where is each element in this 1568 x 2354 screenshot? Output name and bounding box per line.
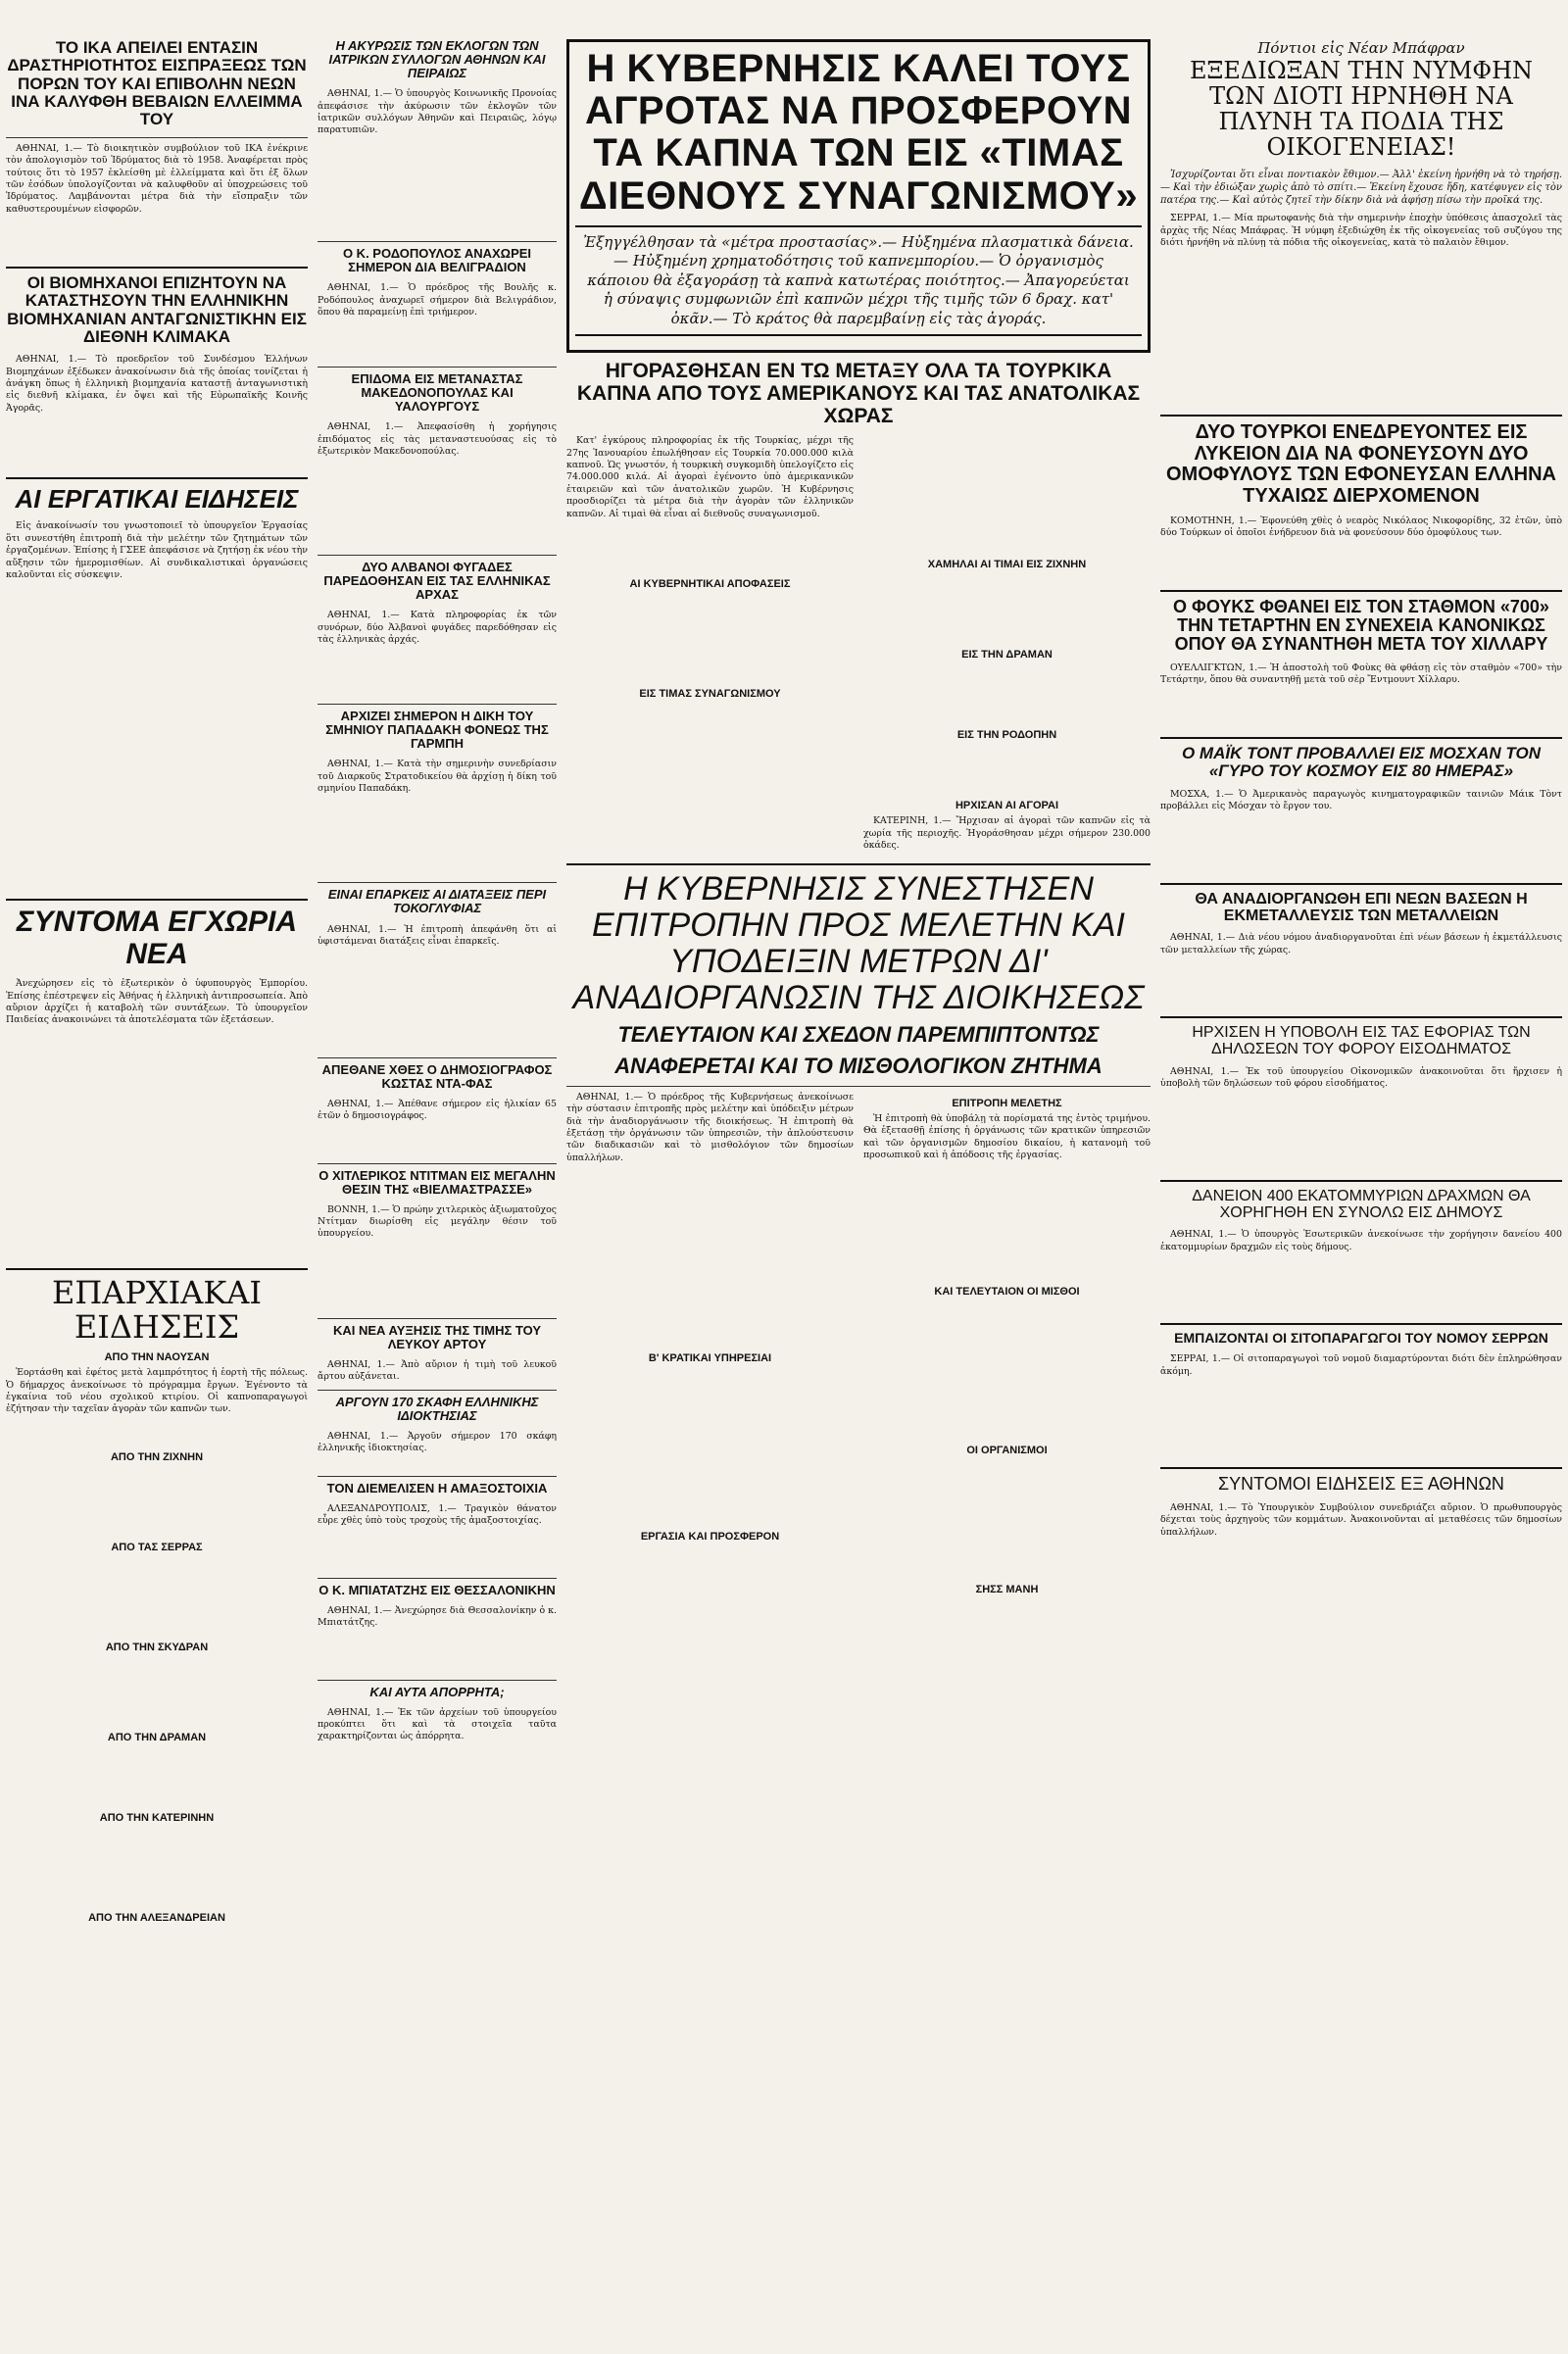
market-subhead: ΗΡΧΙΣΑΝ ΑΙ ΑΓΟΡΑΙ: [955, 800, 1059, 812]
tobacco-text: Κατ' ἐγκύρους πληροφορίας ἐκ τῆς Τουρκίας, μέχρι τῆς 27ης Ἰανουαρίου ἐπωλήθησαν εἰς Τουρκία 70.000.000 κιλὰ καπνοῦ. Ὡς γνωστόν, ἡ τουρκικὴ συγκομιδὴ ὑπελογίζετο εἰς 74.000.000 κιλά. Αἱ ἀγοραὶ ἐγένοντο ὑπὸ ἀμερικανικῶν ἑταιρειῶν καὶ τῶν ἀνατολικῶν χωρῶν. Ἡ Κυβέρνησις προσδιορίζει τὰ μέτρα διὰ τὴν ἀγορὰν τῶν ἑλληνικῶν καπνῶν. Αἱ τιμαὶ θὰ εἶναι αἱ διεθνοῦς συναγωνισμοῦ.: [566, 435, 854, 519]
obituary-headline: ΑΠΕΘΑΝΕ ΧΘΕΣ Ο ΔΗΜΟΣΙΟΓΡΑΦΟΣ ΚΩΣΤΑΣ ΝΤΑ-ΦΑΣ: [321, 1061, 553, 1091]
committee-text: ΑΘΗΝΑΙ, 1.— Ὁ πρόεδρος τῆς Κυβερνήσεως ἀνεκοίνωσε τὴν σύστασιν ἐπιτροπῆς πρὸς μελέτην καὶ ὑπόδειξιν μέτρων διὰ τὴν ἀναδιοργάνωσιν τῆς διοικήσεως. Ἡ ἐπιτροπὴ θὰ ἐξετάσῃ τὴν ὀργάνωσιν τῶν ὑπηρεσιῶν, τὴν ἀπλούστευσιν τῶν διαδικασιῶν καὶ τὸ μισθολόγιον τῶν δημοσίων ὑπαλλήλων.: [566, 1091, 854, 1163]
tax-text: ΑΘΗΝΑΙ, 1.— Ἐκ τοῦ ὑπουργείου Οἰκονομικῶν ἀνακοινοῦται ὅτι ἤρχισεν ἡ ὑποβολὴ τῶν δηλώσεων τοῦ φόρου εἰσοδήματος.: [1160, 1065, 1562, 1090]
mike-todd-text: ΜΟΣΧΑ, 1.— Ὁ Ἀμερικανὸς παραγωγὸς κινηματογραφικῶν ταινιῶν Μάικ Τὸντ προβάλλει εἰς Μόσχαν τὸ ἔργον του.: [1160, 788, 1562, 811]
secret-text: ΑΘΗΝΑΙ, 1.— Ἐκ τῶν ἀρχείων τοῦ ὑπουργείου προκύπτει ὅτι καὶ τὰ στοιχεῖα ταῦτα χαρακτηρίζονται ὡς ἀπόρρητα.: [318, 1706, 557, 1742]
mpiatatzis-headline: Ο Κ. ΜΠΙΑΤΑΤΖΗΣ ΕΙΣ ΘΕΣΣΑΛΟΝΙΚΗΝ: [318, 1582, 556, 1597]
bride-headline: ΕΞΕΔΙΩΞΑΝ ΤΗΝ ΝΥΜΦΗΝ ΤΩΝ ΔΙΟΤΙ ΗΡΝΗΘΗ ΝΑ ΠΛΥΝΗ ΤΑ ΠΟΔΙΑ ΤΗΣ ΟΙΚΟΓΕΝΕΙΑΣ!: [1189, 57, 1534, 161]
study-subhead: ΕΠΙΤΡΟΠΗ ΜΕΛΕΤΗΣ: [952, 1097, 1062, 1109]
rodopi-subhead: ΕΙΣ ΤΗΝ ΡΟΔΟΠΗΝ: [956, 729, 1057, 742]
trial-text: ΑΘΗΝΑΙ, 1.— Κατὰ τὴν σημερινὴν συνεδρίασιν τοῦ Διαρκοῦς Στρατοδικείου θὰ ἀρχίσῃ ἡ δίκη τοῦ σμηνίου Παπαδάκη.: [318, 759, 557, 795]
rodopoulos-headline: Ο Κ. ΡΟΔΟΠΟΥΛΟΣ ΑΝΑΧΩΡΕΙ ΣΗΜΕΡΟΝ ΔΙΑ ΒΕΛΙΓΡΑΔΙΟΝ: [342, 246, 532, 275]
main-story-box: [566, 39, 1151, 353]
athens-headline: ΣΥΝΤΟΜΟΙ ΕΙΔΗΣΕΙΣ ΕΞ ΑΘΗΝΩΝ: [1218, 1474, 1504, 1495]
industry-headline: ΟΙ ΒΙΟΜΗΧΑΝΟΙ ΕΠΙΖΗΤΟΥΝ ΝΑ ΚΑΤΑΣΤΗΣΟΥΝ ΤΗΝ ΕΛΛΗΝΙΚΗΝ ΒΙΟΜΗΧΑΝΙΑΝ ΑΝΤΑΓΩΝΙΣΤΙΚΗΝ ΕΙΣ ΔΙΕΘΝΗ ΚΛΙΜΑΚΑ: [7, 272, 307, 346]
committee-sub1: ΤΕΛΕΥΤΑΙΟΝ ΚΑΙ ΣΧΕΔΟΝ ΠΑΡΕΜΠΙΠΤΟΝΤΩΣ: [617, 1022, 1100, 1048]
work-subhead: ΕΡΓΑΣΙΑ ΚΑΙ ΠΡΟΣΦΕΡΟΝ: [640, 1530, 780, 1543]
labor-headline: ΑΙ ΕΡΓΑΤΙΚΑΙ ΕΙΔΗΣΕΙΣ: [15, 484, 299, 515]
manis-subhead: ΣΗΣΣ ΜΑΝΗ: [975, 1583, 1039, 1595]
secret-headline: ΚΑΙ ΑΥΤΑ ΑΠΟΡΡΗΤΑ;: [369, 1684, 505, 1699]
services-subhead: Β' ΚΡΑΤΙΚΑΙ ΥΠΗΡΕΣΙΑΙ: [648, 1351, 772, 1364]
ika-text: ΑΘΗΝΑΙ, 1.— Τὸ διοικητικὸν συμβούλιον τοῦ ΙΚΑ ἐνέκρινε τὸν ἀπολογισμὸν τοῦ Ἱδρύματος διὰ τὸ 1958. Ἀναφέρεται πρὸς τούτοις ὅτι τὸ 1957 ἐκλείσθη μὲ ἐλλείμματα καὶ ὅτι ἐξ ὅλων τῶν ἐσόδων ὑπολογίζονται νὰ καλυφθοῦν αἱ ὑποχρεώσεις τοῦ Ἱδρύματος. Λαμβάνονται μέτρα διὰ τὴν εἴσπραξιν τῶν καθυστερουμένων εἰσφορῶν.: [6, 142, 308, 215]
zichni-prices-subhead: ΧΑΜΗΛΑΙ ΑΙ ΤΙΜΑΙ ΕΙΣ ΖΙΧΝΗΝ: [927, 559, 1087, 571]
bread-headline: ΚΑΙ ΝΕΑ ΑΥΞΗΣΙΣ ΤΗΣ ΤΙΜΗΣ ΤΟΥ ΛΕΥΚΟΥ ΑΡΤΟΥ: [332, 1322, 542, 1351]
rodopoulos-text: ΑΘΗΝΑΙ, 1.— Ὁ πρόεδρος τῆς Βουλῆς κ. Ροδόπουλος ἀναχωρεῖ σήμερον διὰ Βελιγράδιον, ὅπου θὰ παραμείνῃ ἐπὶ τριήμερον.: [318, 282, 557, 318]
tobacco-sub-headline: ΗΓΟΡΑΣΘΗΣΑΝ ΕΝ ΤΩ ΜΕΤΑΞΥ ΟΛΑ ΤΑ ΤΟΥΡΚΙΚΑ ΚΑΠΝΑ ΑΠΟ ΤΟΥΣ ΑΜΕΡΙΚΑΝΟΥΣ ΚΑΙ ΤΑΣ ΑΝΑΤΟΛΙΚΑΣ ΧΩΡΑΣ: [576, 360, 1141, 427]
trial-headline: ΑΡΧΙΖΕΙ ΣΗΜΕΡΟΝ Η ΔΙΚΗ ΤΟΥ ΣΜΗΝΙΟΥ ΠΑΠΑΔΑΚΗ ΦΟΝΕΩΣ ΤΗΣ ΓΑΡΜΠΗ: [325, 709, 549, 752]
hitler-headline: Ο ΧΙΤΛΕΡΙΚΟΣ ΝΤΙΤΜΑΝ ΕΙΣ ΜΕΓΑΛΗΝ ΘΕΣΙΝ ΤΗΣ «ΒΙΕΛΜΑΣΤΡΑΣΣΕ»: [318, 1167, 556, 1197]
grain-text: ΣΕΡΡΑΙ, 1.— Οἱ σιτοπαραγωγοὶ τοῦ νομοῦ διαμαρτύρονται διότι δὲν ἐπληρώθησαν ἀκόμη.: [1160, 1353, 1562, 1377]
loan-headline: ΔΑΝΕΙΟΝ 400 ΕΚΑΤΟΜΜΥΡΙΩΝ ΔΡΑΧΜΩΝ ΘΑ ΧΟΡΗΓΗΘΗ ΕΝ ΣΥΝΟΛΩ ΕΙΣ ΔΗΜΟΥΣ: [1192, 1187, 1531, 1221]
tax-headline: ΗΡΧΙΣΕΝ Η ΥΠΟΒΟΛΗ ΕΙΣ ΤΑΣ ΕΦΟΡΙΑΣ ΤΩΝ ΔΗΛΩΣΕΩΝ ΤΟΥ ΦΟΡΟΥ ΕΙΣΟΔΗΜΑΤΟΣ: [1192, 1024, 1531, 1058]
bride-text: ΣΕΡΡΑΙ, 1.— Μία πρωτοφανὴς διὰ τὴν σημερινὴν ἐποχὴν ὑπόθεσις ἀπασχολεῖ τὰς ἀρχὰς τῆς Νέας Μπάφρας. Ἡ νύμφη ἐξεδιώχθη ἐκ τῆς οἰκογενείας τοῦ συζύγου της διότι ἠρνήθη νὰ πλύνῃ τὰ πόδια τῆς οἰκογενείας, κατὰ τὸ παλαιὸν ἔθιμον.: [1160, 213, 1562, 248]
metals-text: ΑΘΗΝΑΙ, 1.— Διὰ νέου νόμου ἀναδιοργανοῦται ἐπὶ νέων βάσεων ἡ ἐκμετάλλευσις τῶν μεταλλείων τῆς χώρας.: [1160, 932, 1562, 956]
sub-drama: ΑΠΟ ΤΗΝ ΔΡΑΜΑΝ: [107, 1732, 207, 1744]
committee-headline: Η ΚΥΒΕΡΝΗΣΙΣ ΣΥΝΕΣΤΗΣΕΝ ΕΠΙΤΡΟΠΗΝ ΠΡΟΣ ΜΕΛΕΤΗΝ ΚΑΙ ΥΠΟΔΕΙΞΙΝ ΜΕΤΡΩΝ ΔΙ' ΑΝΑΔΙΟΡΓΑΝΩΣΙΝ ΤΗΣ ΔΙΟΙΚΗΣΕΩΣ: [572, 870, 1145, 1016]
ships-headline: ΑΡΓΟΥΝ 170 ΣΚΑΦΗ ΕΛΛΗΝΙΚΗΣ ΙΔΙΟΚΤΗΣΙΑΣ: [335, 1394, 539, 1423]
mpiatatzis-text: ΑΘΗΝΑΙ, 1.— Ἀνεχώρησε διὰ Θεσσαλονίκην ὁ κ. Μπιατάτζης.: [318, 1604, 557, 1629]
albanian-headline: ΔΥΟ ΑΛΒΑΝΟΙ ΦΥΓΑΔΕΣ ΠΑΡΕΔΟΘΗΣΑΝ ΕΙΣ ΤΑΣ ΕΛΛΗΝΙΚΑΣ ΑΡΧΑΣ: [323, 560, 551, 603]
fuchs-headline: Ο ΦΟΥΚΣ ΦΘΑΝΕΙ ΕΙΣ ΤΟΝ ΣΤΑΘΜΟΝ «700» ΤΗΝ ΤΕΤΑΡΤΗΝ ΕΝ ΣΥΝΕΧΕΙΑ ΚΑΝΟΝΙΚΩΣ ΟΠΟΥ ΘΑ ΣΥΝΑΝΤΗΘΗ ΜΕΤΑ ΤΟΥ ΧΙΛΛΑΡΥ: [1173, 596, 1549, 655]
grain-headline: ΕΜΠΑΙΖΟΝΤΑΙ ΟΙ ΣΙΤΟΠΑΡΑΓΩΓΟΙ ΤΟΥ ΝΟΜΟΥ ΣΕΡΡΩΝ: [1174, 1330, 1548, 1347]
sub-naousa: ΑΠΟ ΤΗΝ ΝΑΟΥΣΑΝ: [104, 1351, 210, 1364]
committee-text-2: Ἡ ἐπιτροπὴ θὰ ὑποβάλῃ τὰ πορίσματά της ἐντὸς τριμήνου. Θὰ ἐξετασθῇ ἐπίσης ἡ ὀργάνωσις τῶν κρατικῶν ὑπηρεσιῶν καὶ τῶν ὀργανισμῶν δημοσίου δικαίου, ἡ κατανομὴ τοῦ προσωπικοῦ καὶ ἡ ἀπόδοσις τῆς ἐργασίας.: [863, 1112, 1151, 1161]
provinces-headline: ΕΠΑΡΧΙΑΚΑΙ ΕΙΔΗΣΕΙΣ: [51, 1274, 263, 1346]
ships-text: ΑΘΗΝΑΙ, 1.— Ἀργοῦν σήμερον 170 σκάφη ἑλληνικῆς ἰδιοκτησίας.: [318, 1430, 557, 1453]
athens-text: ΑΘΗΝΑΙ, 1.— Τὸ Ὑπουργικὸν Συμβούλιον συνεδριάζει αὔριον. Ὁ πρωθυπουργὸς δέχεται τοὺς ἀρχηγοὺς τῶν κομμάτων. Ἀνακοινοῦνται αἱ μεταθέσεις τῶν δημοσίων ὑπαλλήλων.: [1160, 1501, 1562, 1538]
immigrants-text: ΑΘΗΝΑΙ, 1.— Ἀπεφασίσθη ἡ χορήγησις ἐπιδόματος εἰς τὰς μεταναστευούσας εἰς τὸ ἐξωτερικὸν Μακεδονοπούλας.: [318, 421, 557, 458]
train-headline: ΤΟΝ ΔΙΕΜΕΛΙΣΕΝ Η ΑΜΑΞΟΣΤΟΙΧΙΑ: [326, 1480, 548, 1496]
sub-zichni: ΑΠΟ ΤΗΝ ΖΙΧΝΗΝ: [110, 1451, 204, 1464]
decisions-subhead: ΑΙ ΚΥΒΕΡΝΗΤΙΚΑΙ ΑΠΟΦΑΣΕΙΣ: [629, 578, 791, 591]
prices-subhead: ΕΙΣ ΤΙΜΑΣ ΣΥΝΑΓΩΝΙΣΜΟΥ: [639, 688, 781, 701]
sub-katerini: ΑΠΟ ΤΗΝ ΚΑΤΕΡΙΝΗΝ: [99, 1812, 215, 1825]
metals-headline: ΘΑ ΑΝΑΔΙΟΡΓΑΝΩΘΗ ΕΠΙ ΝΕΩΝ ΒΑΣΕΩΝ Η ΕΚΜΕΤΑΛΛΕΥΣΙΣ ΤΩΝ ΜΕΤΑΛΛΕΙΩΝ: [1195, 890, 1528, 924]
labor-text: Εἰς ἀνακοίνωσίν του γνωστοποιεῖ τὸ ὑπουργεῖον Ἐργασίας ὅτι συνεστήθη ἐπιτροπὴ διὰ τὴν μελέτην τῶν ζητημάτων τῶν ἐργαζομένων. Ἐπίσης ἡ ΓΣΕΕ ἀπεφάσισε νὰ ζητήσῃ ἐκ νέου τὴν αὔξησιν τῶν ἡμερομισθίων. Αἱ συνδικαλιστικαὶ ὀργανώσεις καλοῦνται εἰς σύσκεψιν.: [6, 520, 308, 580]
sub-skydra: ΑΠΟ ΤΗΝ ΣΚΥΔΡΑΝ: [105, 1642, 209, 1654]
salaries-subhead: ΚΑΙ ΤΕΛΕΥΤΑΙΟΝ ΟΙ ΜΙΣΘΟΙ: [934, 1285, 1080, 1298]
center-section: [566, 39, 1151, 1599]
fuchs-text: ΟΥΕΛΛΙΓΚΤΩΝ, 1.— Ἡ ἀποστολὴ τοῦ Φοὺκς θὰ φθάσῃ εἰς τὸν σταθμὸν «700» τὴν Τετάρτην, ὅπου θὰ συναντηθῇ μετὰ τοῦ σὲρ Ἔντμουντ Χίλλαρυ.: [1160, 662, 1562, 686]
train-text: ΑΛΕΞΑΝΔΡΟΥΠΟΛΙΣ, 1.— Τραγικὸν θάνατον εὗρε χθὲς ὑπὸ τοὺς τροχοὺς τῆς ἀμαξοστοιχίας.: [318, 1502, 557, 1526]
local-news-text: Ἀνεχώρησεν εἰς τὸ ἐξωτερικὸν ὁ ὑφυπουργὸς Ἐμπορίου. Ἐπίσης ἐπέστρεψεν εἰς Ἀθήνας ἡ ἑλληνικὴ ἀντιπροσωπεία. Ἀπὸ αὔριον ἀρχίζει ἡ καταβολὴ τῶν συντάξεων. Τὸ ὑπουργεῖον Παιδείας ἀνακοινώνει τὰ ἀποτελέσματα τῶν ἐξετάσεων.: [6, 978, 308, 1026]
turks-text: ΚΟΜΟΤΗΝΗ, 1.— Ἐφονεύθη χθὲς ὁ νεαρὸς Νικόλαος Νικοφορίδης, 32 ἐτῶν, ὑπὸ δύο Τούρκων οἱ ὁποῖοι ἐνήδρευον διὰ νὰ φονεύσουν δύο ὁμοφύλους των.: [1160, 515, 1562, 538]
doctors-text: ΑΘΗΝΑΙ, 1.— Ὁ ὑπουργὸς Κοινωνικῆς Προνοίας ἀπεφάσισε τὴν ἀκύρωσιν τῶν ἐκλογῶν τῶν ἰατρικῶν συλλόγων Ἀθηνῶν καὶ Πειραιῶς, λόγῳ παρατυπιῶν.: [318, 88, 557, 136]
sub-alexandreia: ΑΠΟ ΤΗΝ ΑΛΕΞΑΝΔΡΕΙΑΝ: [88, 1912, 225, 1925]
albanian-text: ΑΘΗΝΑΙ, 1.— Κατὰ πληροφορίας ἐκ τῶν συνόρων, δύο Ἀλβανοὶ φυγάδες παρεδόθησαν εἰς τὰς ἑλληνικὰς ἀρχάς.: [318, 610, 557, 646]
column-1: [6, 39, 308, 1928]
obituary-text: ΑΘΗΝΑΙ, 1.— Ἀπέθανε σήμερον εἰς ἡλικίαν 65 ἐτῶν ὁ δημοσιογράφος.: [318, 1098, 557, 1121]
loan-text: ΑΘΗΝΑΙ, 1.— Ὁ ὑπουργὸς Ἐσωτερικῶν ἀνεκοίνωσε τὴν χορήγησιν δανείου 400 ἑκατομμυρίων δραχμῶν εἰς τοὺς δήμους.: [1160, 1229, 1562, 1252]
local-news-headline: ΣΥΝΤΟΜΑ ΕΓΧΩΡΙΑ ΝΕΑ: [16, 906, 298, 970]
mike-todd-headline: Ο ΜΑΪΚ ΤΟΝΤ ΠΡΟΒΑΛΛΕΙ ΕΙΣ ΜΟΣΧΑΝ ΤΟΝ «ΓΥΡΟ ΤΟΥ ΚΟΣΜΟΥ ΕΙΣ 80 ΗΜΕΡΑΣ»: [1181, 743, 1541, 781]
ika-headline: ΤΟ ΙΚΑ ΑΠΕΙΛΕΙ ΕΝΤΑΣΙΝ ΔΡΑΣΤΗΡΙΟΤΗΤΟΣ ΕΙΣΠΡΑΞΕΩΣ ΤΩΝ ΠΟΡΩΝ ΤΟΥ ΚΑΙ ΕΠΙΒΟΛΗΝ ΝΕΩΝ ΙΝΑ ΚΑΛΥΦΘΗ ΒΕΒΑΙΩΝ ΕΛΛΕΙΜΜΑ ΤΟΥ: [7, 38, 307, 129]
pontic-kicker: Πόντιοι εἰς Νέαν Μπάφραν: [1257, 39, 1465, 57]
industry-text: ΑΘΗΝΑΙ, 1.— Τὸ προεδρεῖον τοῦ Συνδέσμου Ἑλλήνων Βιομηχάνων ἐξέδωκεν ἀνακοίνωσιν διὰ τῆς ὁποίας τονίζεται ἡ ἀνάγκη ὅπως ἡ ἑλληνικὴ βιομηχανία καταστῇ ἀνταγωνιστικὴ εἰς διεθνῆ κλίμακα, ἐν ὄψει καὶ τῆς Εὐρωπαϊκῆς Κοινῆς Ἀγορᾶς.: [6, 354, 308, 414]
main-deck: Ἐξηγγέλθησαν τὰ «μέτρα προστασίας».— Ηὐξημένα πλασματικὰ δάνεια.— Ηὐξημένη χρηματοδότησις τοῦ καπνεμπορίου.— Ὁ ὀργανισμὸς κάποιου θὰ ἐξαγοράσῃ τὰ καπνὰ κατωτέρας ποιότητος.— Ἀπαγορεύεται ἡ σύναψις συμφωνιῶν ἐπὶ καπνῶν μέχρι τῆς τιμῆς τῶν 6 δραχ. κατ' ὀκᾶν.— Τὸ κράτος θὰ παρεμβαίνῃ εἰς τὰς ἀγοράς.: [575, 225, 1142, 337]
immigrants-headline: ΕΠΙΔΟΜΑ ΕΙΣ ΜΕΤΑΝΑΣΤΑΣ ΜΑΚΕΔΟΝΟΠΟΥΛΑΣ ΚΑΙ ΥΑΛΟΥΡΓΟΥΣ: [351, 371, 523, 415]
organizations-subhead: ΟΙ ΟΡΓΑΝΙΣΜΟΙ: [966, 1444, 1048, 1456]
bread-text: ΑΘΗΝΑΙ, 1.— Ἀπὸ αὔριον ἡ τιμὴ τοῦ λευκοῦ ἄρτου αὐξάνεται.: [318, 1358, 557, 1383]
market-text: ΚΑΤΕΡΙΝΗ, 1.— Ἤρχισαν αἱ ἀγοραὶ τῶν καπνῶν εἰς τὰ χωρία τῆς περιοχῆς. Ἠγοράσθησαν μέχρι σήμερον 230.000 ὀκάδες.: [863, 815, 1151, 852]
hitler-text: ΒΟΝΝΗ, 1.— Ὁ πρώην χιτλερικὸς ἀξιωματοῦχος Ντίτμαν διωρίσθη εἰς μεγάλην θέσιν τοῦ ὑπουργείου.: [318, 1203, 557, 1240]
column-2: [318, 39, 557, 1749]
usury-text: ΑΘΗΝΑΙ, 1.— Ἡ ἐπιτροπὴ ἀπεφάνθη ὅτι αἱ ὑφιστάμεναι διατάξεις εἶναι ἐπαρκεῖς.: [318, 923, 557, 947]
sub-serres: ΑΠΟ ΤΑΣ ΣΕΡΡΑΣ: [111, 1542, 203, 1554]
provinces-text: Ἐορτάσθη καὶ ἐφέτος μετὰ λαμπρότητος ἡ ἑορτὴ τῆς πόλεως. Ὁ δήμαρχος ἀνεκοίνωσε τὸ πρόγραμμα ἔργων. Ἐγένοντο τὰ ἐγκαίνια τοῦ νέου σχολικοῦ κτιρίου. Οἱ καπνοπαραγωγοὶ ἐζήτησαν τὴν ταχεῖαν ἀγορὰν τῶν καπνῶν των.: [6, 1367, 308, 1415]
bride-intro: Ἰσχυρίζονται ὅτι εἶναι ποντιακὸν ἔθιμον.— Ἀλλ' ἐκείνη ἠρνήθη νὰ τὸ τηρήσῃ.— Καὶ τὴν ἐδιώξαν χωρὶς ἀπὸ τὸ σπίτι.— Ἐκείνη ἔχουσε ἤδη, κατέφυγεν εἰς τὸν πατέρα της.— Καὶ αὐτὸς ζητεῖ τὴν δίκην διὰ νὰ ἀφήσῃ πίσω τὴν προῖκά της.: [1160, 169, 1562, 206]
column-5: [1160, 39, 1562, 1545]
main-headline: Η ΚΥΒΕΡΝΗΣΙΣ ΚΑΛΕΙ ΤΟΥΣ ΑΓΡΟΤΑΣ ΝΑ ΠΡΟΣΦΕΡΟΥΝ ΤΑ ΚΑΠΝΑ ΤΩΝ ΕΙΣ «ΤΙΜΑΣ ΔΙΕΘΝΟΥΣ ΣΥΝΑΓΩΝΙΣΜΟΥ»: [578, 47, 1139, 218]
usury-headline: ΕΙΝΑΙ ΕΠΑΡΚΕΙΣ ΑΙ ΔΙΑΤΑΞΕΙΣ ΠΕΡΙ ΤΟΚΟΓΛΥΦΙΑΣ: [327, 887, 547, 916]
doctors-headline: Η ΑΚΥΡΩΣΙΣ ΤΩΝ ΕΚΛΟΓΩΝ ΤΩΝ ΙΑΤΡΙΚΩΝ ΣΥΛΛΟΓΩΝ ΑΘΗΝΩΝ ΚΑΙ ΠΕΙΡΑΙΩΣ: [328, 38, 546, 81]
committee-sub2: ΑΝΑΦΕΡΕΤΑΙ ΚΑΙ ΤΟ ΜΙΣΘΟΛΟΓΙΚΟΝ ΖΗΤΗΜΑ: [614, 1054, 1102, 1079]
drama-subhead: ΕΙΣ ΤΗΝ ΔΡΑΜΑΝ: [961, 649, 1053, 662]
turks-headline: ΔΥΟ ΤΟΥΡΚΟΙ ΕΝΕΔΡΕΥΟΝΤΕΣ ΕΙΣ ΛΥΚΕΙΟΝ ΔΙΑ ΝΑ ΦΟΝΕΥΣΟΥΝ ΔΥΟ ΟΜΟΦΥΛΟΥΣ ΤΩΝ ΕΦΟΝΕΥΣΑΝ ΕΛΛΗΝΑ ΤΥΧΑΙΩΣ ΔΙΕΡΧΟΜΕΝΟΝ: [1166, 421, 1556, 507]
